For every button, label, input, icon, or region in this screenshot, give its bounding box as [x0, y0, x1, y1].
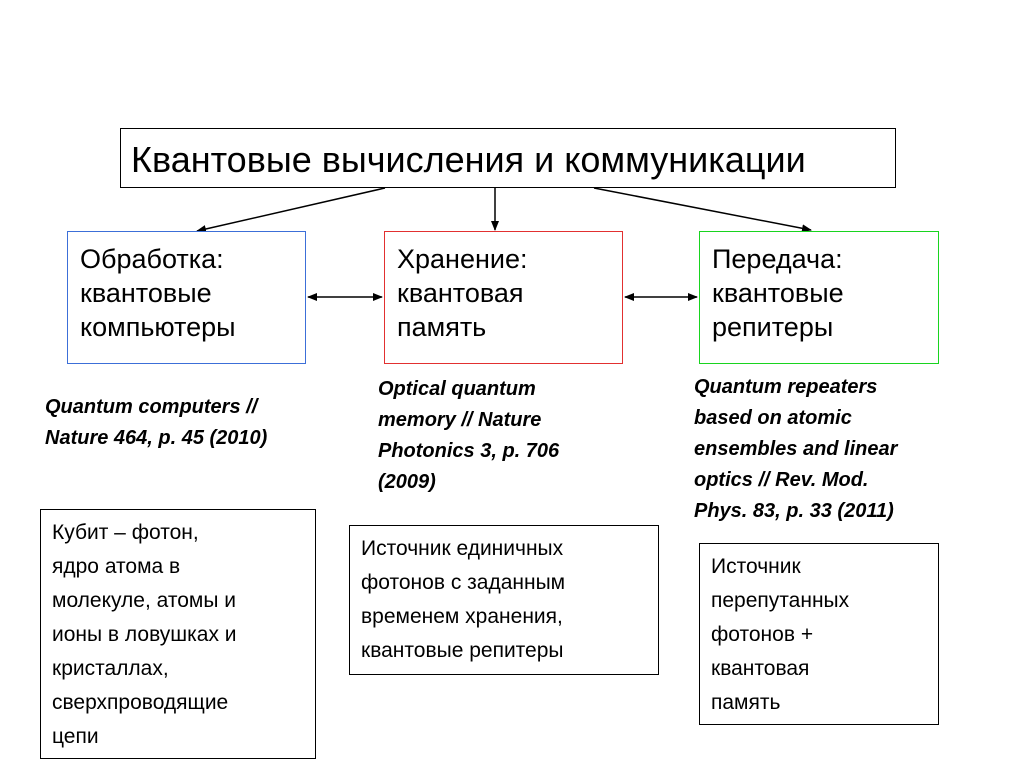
- description-processing: [40, 509, 316, 759]
- arrow-title-to-processing: [197, 188, 385, 231]
- category-line: компьютеры: [80, 312, 236, 342]
- description-line: Источник: [711, 555, 801, 578]
- category-transfer: [699, 231, 939, 364]
- description-line: кристаллах,: [52, 657, 169, 680]
- category-line: квантовые: [712, 278, 844, 308]
- reference-line: Optical quantum: [378, 378, 536, 400]
- reference-line: ensembles and linear: [694, 438, 898, 460]
- category-processing: [67, 231, 306, 364]
- arrow-title-to-transfer: [594, 188, 811, 230]
- description-line: Кубит – фотон,: [52, 521, 199, 544]
- reference-storage: [378, 374, 628, 498]
- reference-line: optics // Rev. Mod.: [694, 469, 869, 491]
- reference-line: memory // Nature: [378, 409, 542, 431]
- description-line: ионы в ловушках и: [52, 623, 237, 646]
- category-line: Хранение:: [397, 244, 528, 274]
- reference-processing: [45, 392, 345, 454]
- category-line: Передача:: [712, 244, 843, 274]
- description-line: перепутанных: [711, 589, 850, 612]
- description-line: цепи: [52, 725, 99, 748]
- reference-line: (2009): [378, 471, 436, 493]
- reference-line: Nature 464, p. 45 (2010): [45, 427, 268, 449]
- description-storage: [349, 525, 659, 675]
- category-line: квантовая: [397, 278, 524, 308]
- category-line: репитеры: [712, 312, 834, 342]
- description-line: ядро атома в: [52, 555, 181, 578]
- category-line: квантовые: [80, 278, 212, 308]
- diagram-title: Квантовые вычисления и коммуникации: [120, 128, 896, 188]
- reference-transfer: [694, 372, 964, 527]
- reference-line: Quantum computers //: [45, 396, 258, 418]
- description-line: фотонов +: [711, 623, 814, 646]
- category-line: память: [397, 312, 487, 342]
- description-transfer: [699, 543, 939, 725]
- description-line: молекуле, атомы и: [52, 589, 237, 612]
- description-line: память: [711, 691, 781, 714]
- reference-line: based on atomic: [694, 407, 852, 429]
- description-line: Источник единичных: [361, 537, 564, 560]
- description-line: сверхпроводящие: [52, 691, 229, 714]
- category-line: Обработка:: [80, 244, 224, 274]
- reference-line: Photonics 3, p. 706: [378, 440, 560, 462]
- reference-line: Quantum repeaters: [694, 376, 878, 398]
- description-line: квантовые репитеры: [361, 639, 564, 662]
- reference-line: Phys. 83, p. 33 (2011): [694, 500, 894, 522]
- description-line: временем хранения,: [361, 605, 563, 628]
- description-line: квантовая: [711, 657, 810, 680]
- description-line: фотонов с заданным: [361, 571, 566, 594]
- category-storage: [384, 231, 623, 364]
